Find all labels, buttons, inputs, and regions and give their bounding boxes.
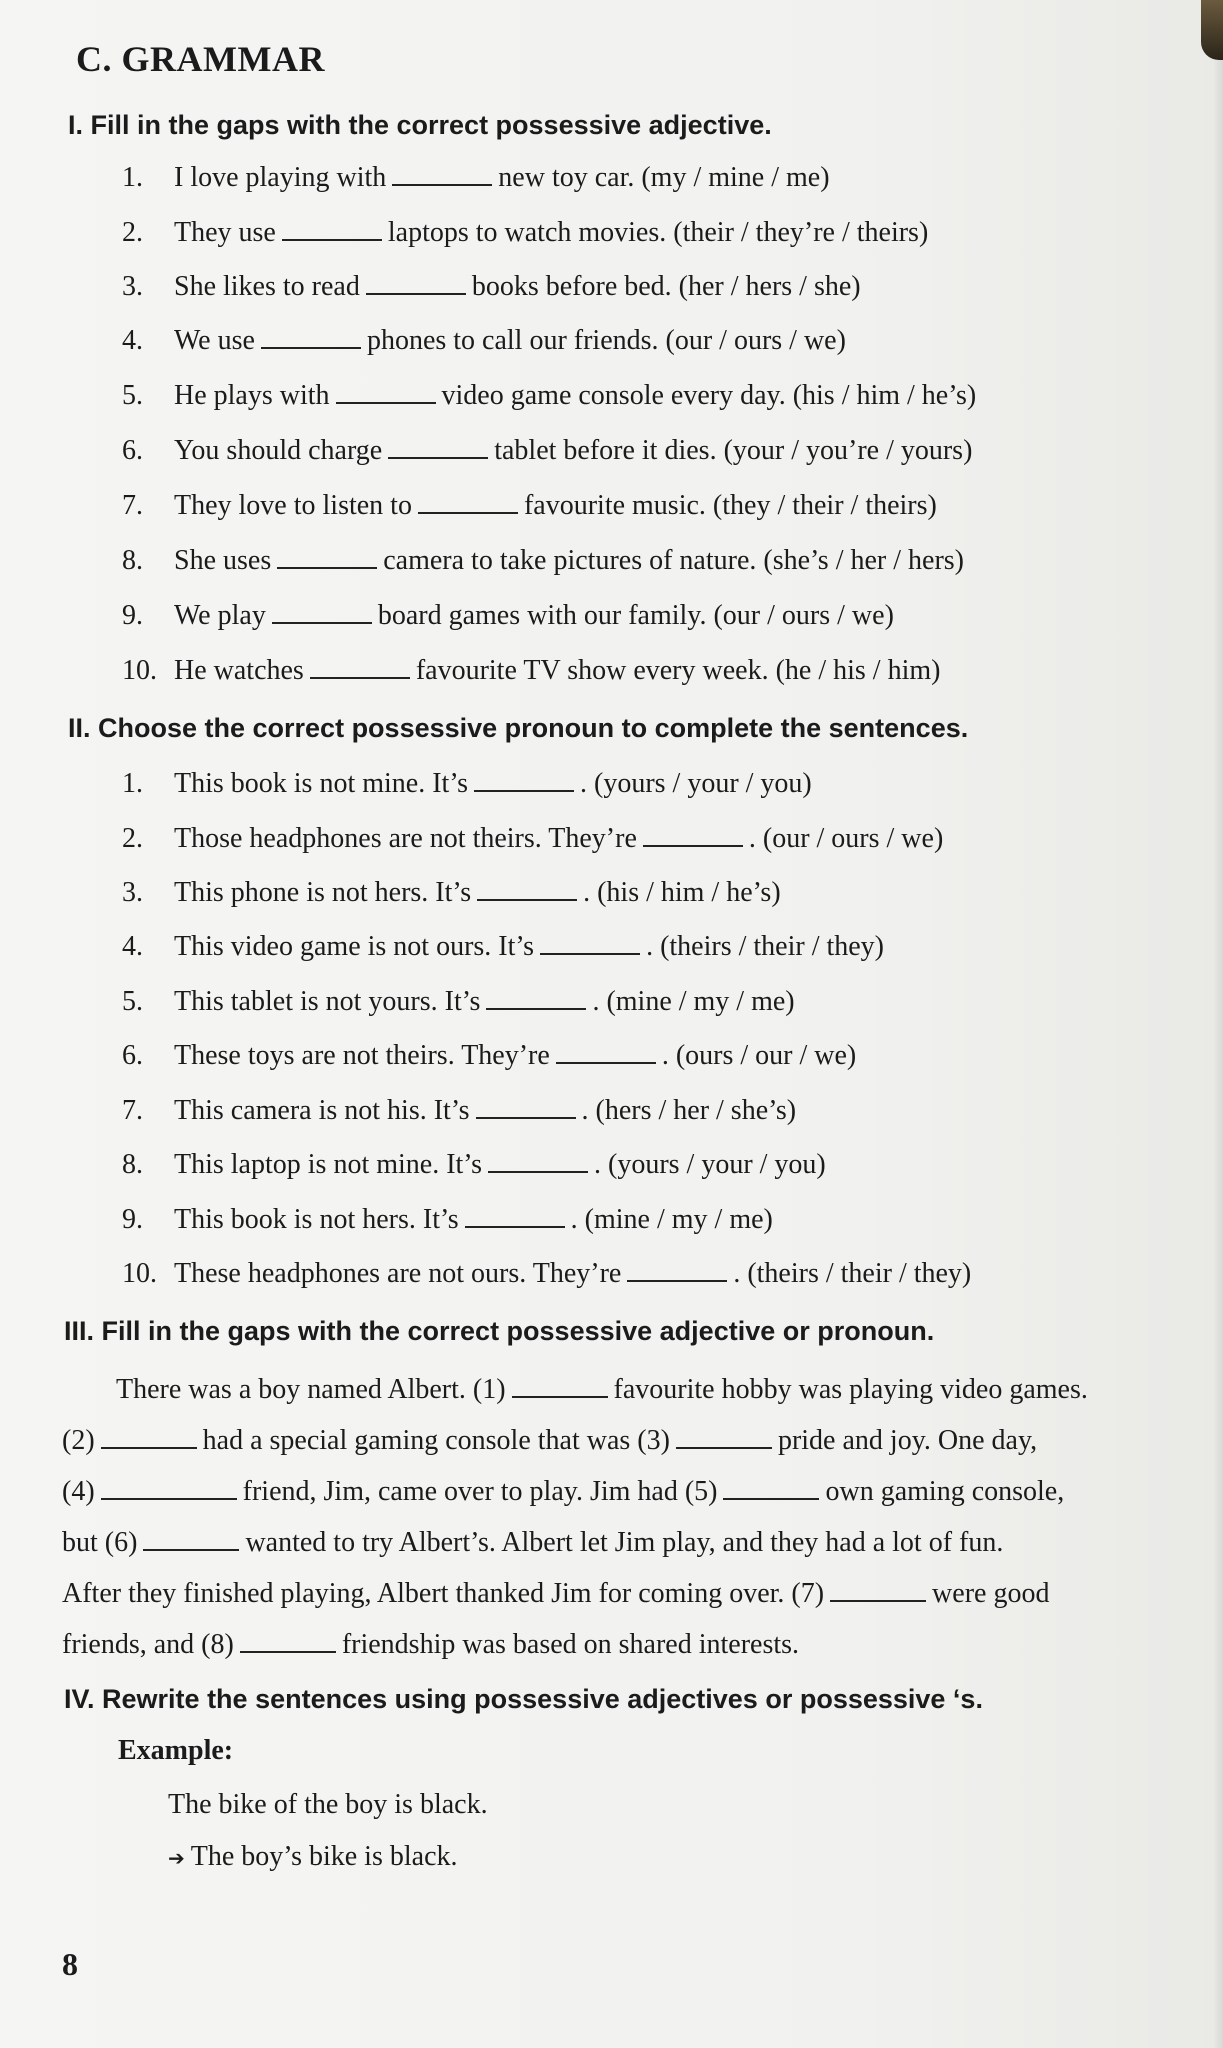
answer-blank[interactable]	[477, 879, 577, 901]
answer-blank[interactable]	[486, 988, 586, 1010]
answer-blank[interactable]	[627, 1260, 727, 1282]
page-number: 8	[62, 1946, 78, 1982]
answer-blank[interactable]	[143, 1529, 239, 1551]
exercise-2-item-7: 7. This camera is not his. It’s . (hers / her / she’s)	[122, 1095, 797, 1126]
exercise-1-item-10: 10. He watches favourite TV show every week. (he / his / him)	[122, 655, 941, 686]
answer-blank[interactable]	[366, 273, 466, 295]
answer-blank[interactable]	[643, 825, 743, 847]
answer-blank[interactable]	[310, 657, 410, 679]
exercise-2-item-6: 6. These toys are not theirs. They’re . (ours / our / we)	[122, 1040, 857, 1071]
section-1-heading: I. Fill in the gaps with the correct possessive adjective.	[68, 110, 772, 140]
answer-blank[interactable]	[388, 437, 488, 459]
story-line-2: (2) had a special gaming console that was (3) pride and joy. One day,	[62, 1425, 1038, 1456]
answer-blank[interactable]	[240, 1631, 336, 1653]
answer-blank[interactable]	[676, 1427, 772, 1449]
grammar-title: C. GRAMMAR	[76, 39, 325, 79]
story-line-1: There was a boy named Albert. (1) favourite hobby was playing video games.	[116, 1374, 1088, 1405]
exercise-1-item-9: 9. We play board games with our family. (our / ours / we)	[122, 600, 894, 631]
section-2-heading: II. Choose the correct possessive pronoun to complete the sentences.	[68, 713, 969, 743]
answer-blank[interactable]	[272, 602, 372, 624]
exercise-1-item-3: 3. She likes to read books before bed. (her / hers / she)	[122, 271, 861, 302]
page-edge-shadow	[1213, 60, 1223, 2048]
answer-blank[interactable]	[336, 382, 436, 404]
exercise-2-item-4: 4. This video game is not ours. It’s . (theirs / their / they)	[122, 931, 885, 962]
answer-blank[interactable]	[465, 1206, 565, 1228]
exercise-1-item-6: 6. You should charge tablet before it dies. (your / you’re / yours)	[122, 435, 973, 466]
answer-blank[interactable]	[101, 1478, 237, 1500]
story-line-4: but (6) wanted to try Albert’s. Albert let Jim play, and they had a lot of fun.	[62, 1527, 1004, 1558]
exercise-2-item-10: 10. These headphones are not ours. They’re . (theirs / their / they)	[122, 1258, 972, 1289]
answer-blank[interactable]	[101, 1427, 197, 1449]
story-line-3: (4) friend, Jim, came over to play. Jim had (5) own gaming console,	[62, 1476, 1065, 1507]
answer-blank[interactable]	[476, 1097, 576, 1119]
exercise-1-item-7: 7. They love to listen to favourite music. (they / their / theirs)	[122, 490, 937, 521]
answer-blank[interactable]	[418, 492, 518, 514]
answer-blank[interactable]	[488, 1151, 588, 1173]
answer-blank[interactable]	[392, 164, 492, 186]
exercise-2-item-8: 8. This laptop is not mine. It’s . (yours / your / you)	[122, 1149, 826, 1180]
exercise-1-item-5: 5. He plays with video game console every day. (his / him / he’s)	[122, 380, 977, 411]
section-4-heading: IV. Rewrite the sentences using possessive adjectives or possessive ‘s.	[64, 1684, 983, 1714]
answer-blank[interactable]	[540, 933, 640, 955]
exercise-2-item-5: 5. This tablet is not yours. It’s . (mine / my / me)	[122, 986, 795, 1017]
answer-blank[interactable]	[261, 327, 361, 349]
exercise-1-item-1: 1. I love playing with new toy car. (my / mine / me)	[122, 162, 830, 193]
exercise-2-item-3: 3. This phone is not hers. It’s . (his / him / he’s)	[122, 877, 781, 908]
exercise-2-item-9: 9. This book is not hers. It’s . (mine / my / me)	[122, 1204, 773, 1235]
answer-blank[interactable]	[512, 1376, 608, 1398]
example-label: Example:	[118, 1735, 234, 1766]
example-answer: ➔ The boy’s bike is black.	[168, 1841, 458, 1872]
page-corner-shadow	[1201, 0, 1223, 60]
exercise-2-item-1: 1. This book is not mine. It’s . (yours / your / you)	[122, 768, 812, 799]
example-sentence: The bike of the boy is black.	[168, 1789, 488, 1820]
exercise-1-item-8: 8. She uses camera to take pictures of nature. (she’s / her / hers)	[122, 545, 964, 576]
answer-blank[interactable]	[474, 770, 574, 792]
right-arrow-icon: ➔	[168, 1846, 185, 1870]
exercise-2-item-2: 2. Those headphones are not theirs. They’re . (our / ours / we)	[122, 823, 944, 854]
story-line-5: After they finished playing, Albert thanked Jim for coming over. (7) were good	[62, 1578, 1050, 1609]
answer-blank[interactable]	[723, 1478, 819, 1500]
answer-blank[interactable]	[830, 1580, 926, 1602]
section-3-heading: III. Fill in the gaps with the correct possessive adjective or pronoun.	[64, 1316, 935, 1346]
story-line-6: friends, and (8) friendship was based on shared interests.	[62, 1629, 800, 1660]
exercise-1-item-2: 2. They use laptops to watch movies. (their / they’re / theirs)	[122, 217, 929, 248]
answer-blank[interactable]	[556, 1042, 656, 1064]
exercise-1-item-4: 4. We use phones to call our friends. (our / ours / we)	[122, 325, 846, 356]
answer-blank[interactable]	[282, 219, 382, 241]
answer-blank[interactable]	[277, 547, 377, 569]
